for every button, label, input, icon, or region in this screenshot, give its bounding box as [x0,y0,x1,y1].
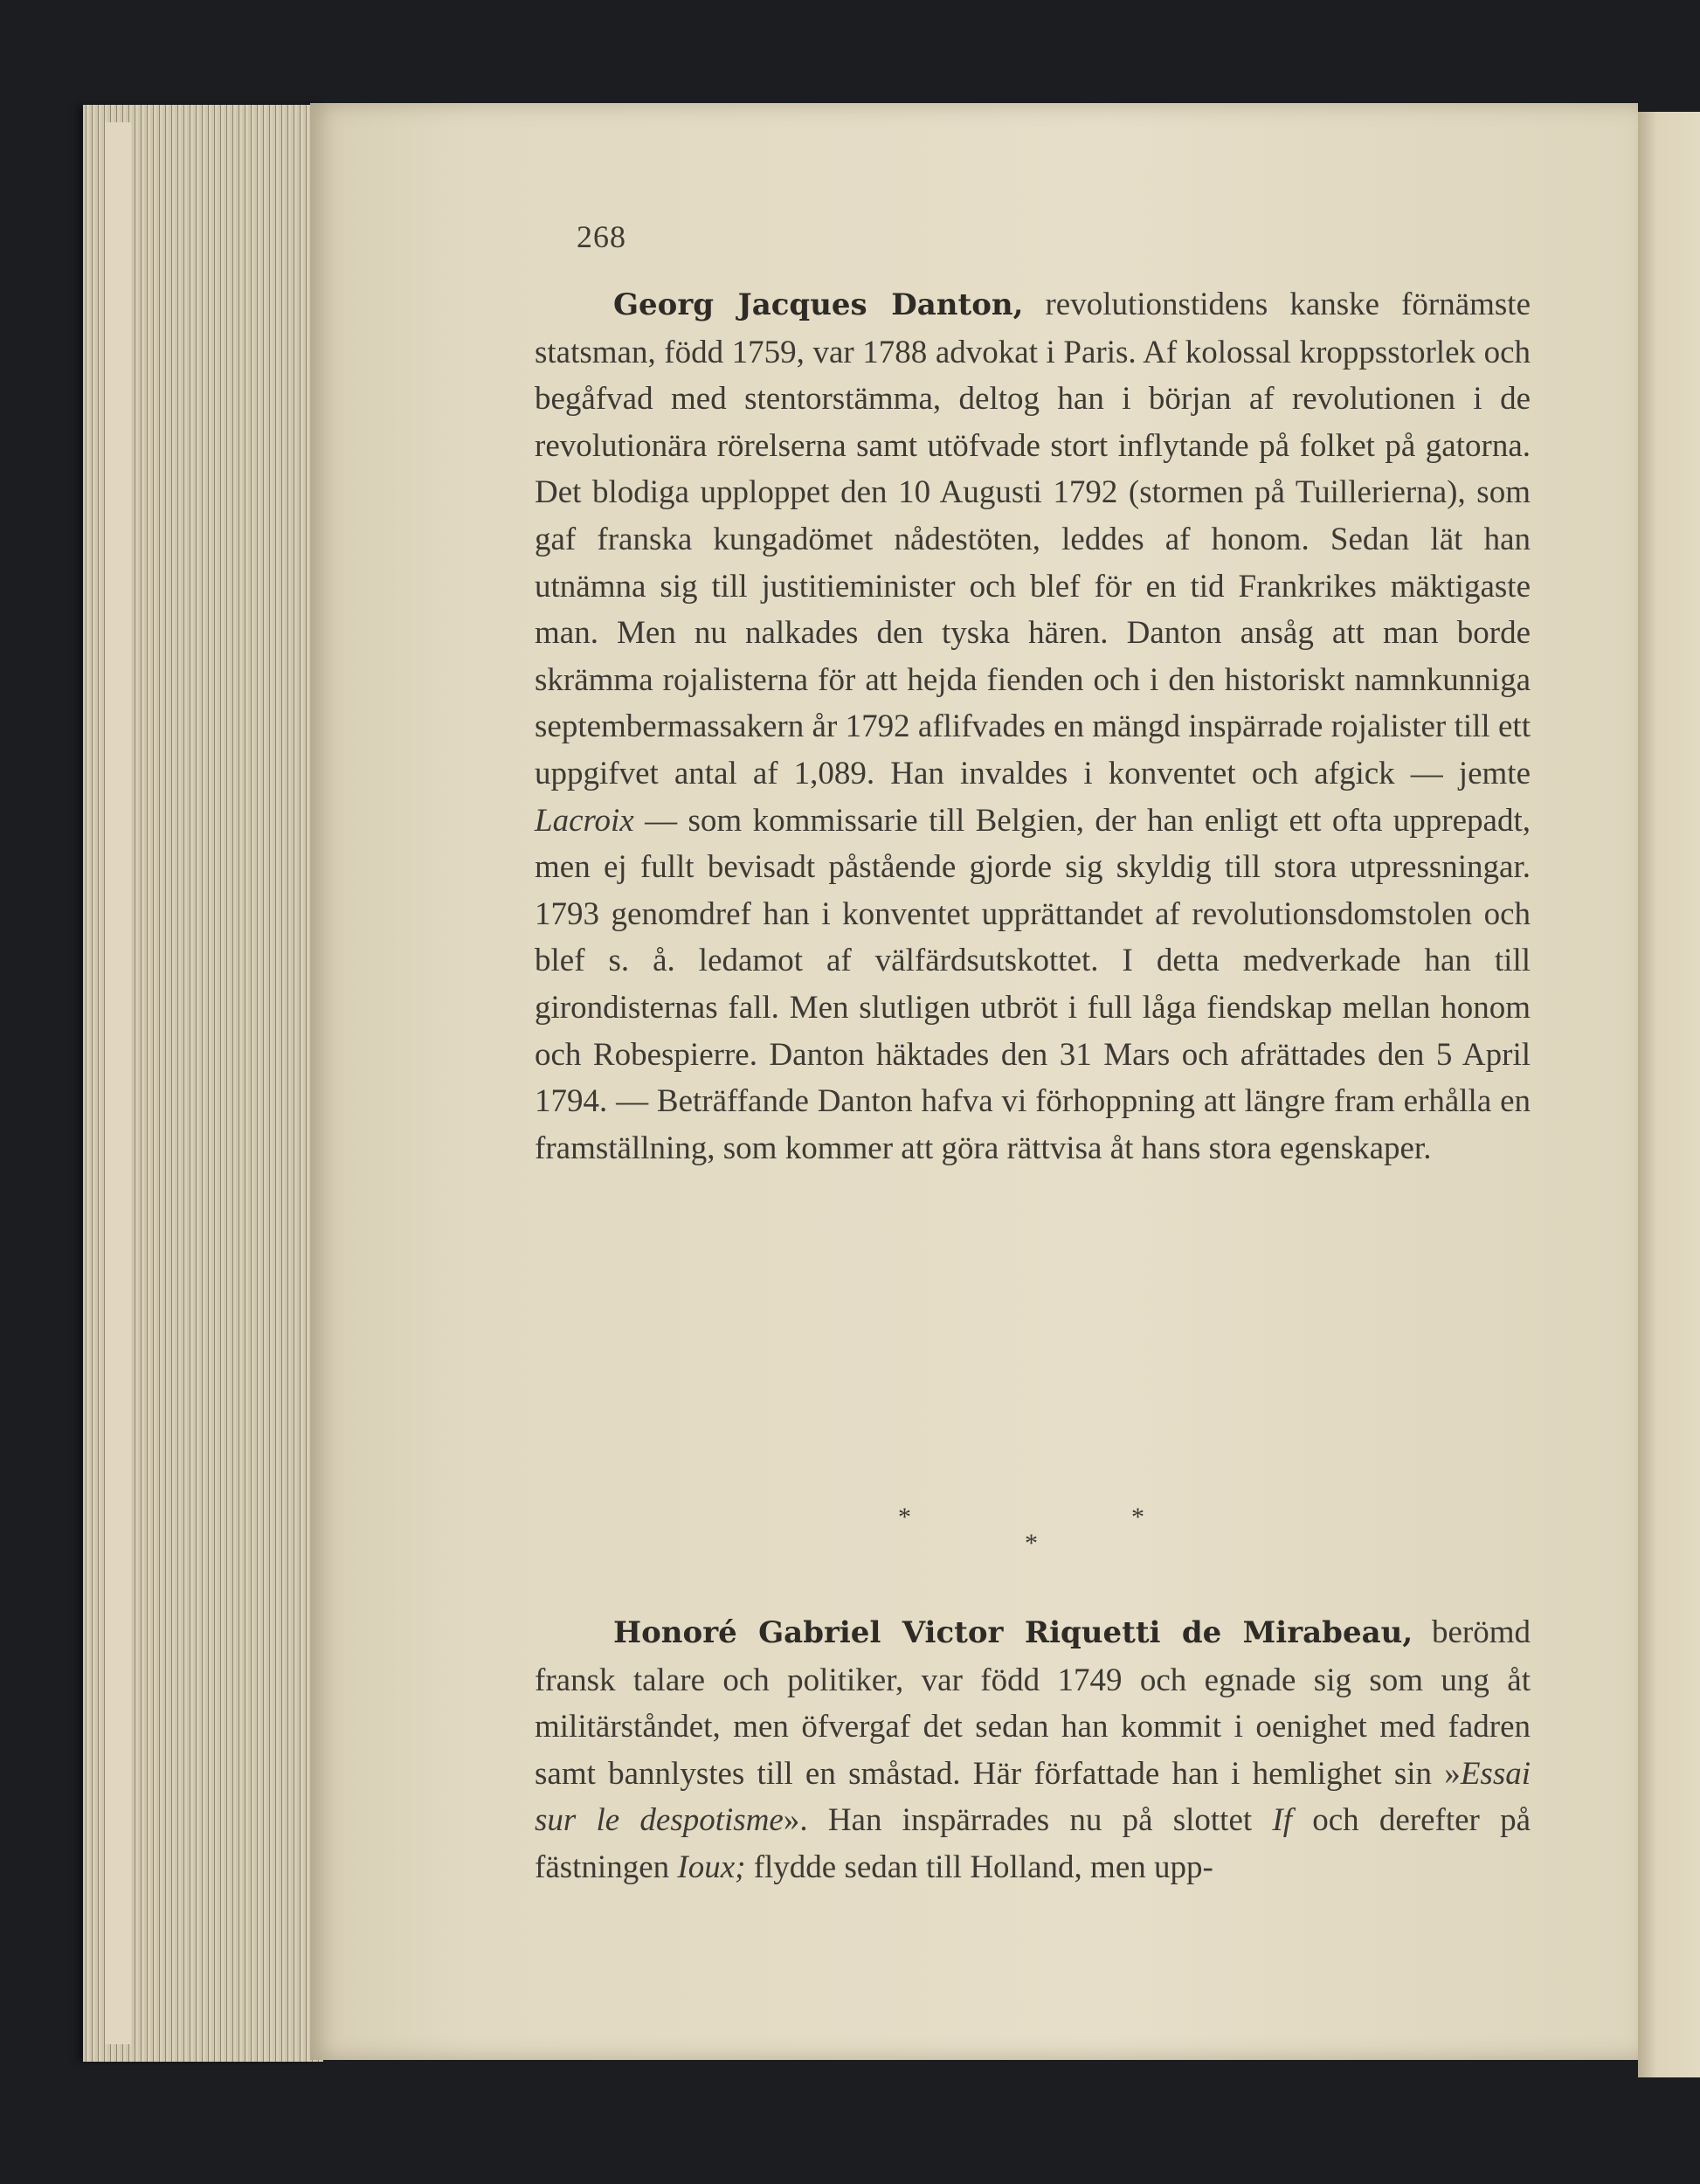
italic-place-if: If [1272,1802,1292,1839]
book-cover-edge [105,122,131,2044]
paragraph-danton [535,281,1531,1171]
biography-danton [535,281,1531,1171]
paragraph-text: och derefter på fästningen [535,1802,1531,1885]
paragraph-text: — som kommissarie till Belgien, der han enligt ett ofta upprepadt, men ej fullt bevisadt påstående gjorde sig skyldig till stora utpressningar. 1793 genomdref han i konventet upprättandet af revolutionsdomstolen och blef s. å. ledamot af välfärdsutskottet. I detta medverkade han till girondisternas fall. Men slutligen utbröt i full låga fiendskap mellan honom och Robespierre. Danton häktades den 31 Mars och afrättades den 5 April 1794. — Beträffande Danton hafva vi förhoppning att längre fram erhålla en framställning, som kommer att göra rättvisa åt hans stora egenskaper. [535,802,1531,1166]
paragraph-text: flydde sedan till Holland, men upp- [745,1849,1213,1885]
italic-name-lacroix: Lacroix [535,802,634,839]
section-separator [882,1503,1197,1564]
name-heading-mirabeau: Honoré Gabriel Victor Riquetti de Mirabeau, [613,1615,1413,1650]
biography-mirabeau [535,1609,1531,1891]
italic-book-title: Essai sur le despotisme [535,1755,1531,1839]
name-heading-danton: Georg Jacques Danton, [613,287,1024,322]
separator-star: * [1025,1529,1038,1558]
paragraph-text: revolutionstidens kanske förnämste statsman, född 1759, var 1788 advokat i Paris. Af kolossal kroppsstorlek och begåfvad med stentorstämma, deltog han i början af revolutionen i de revolutionära rörelserna samt utöfvade stort inflytande på folket på gatorna. Det blodiga upploppet den 10 Augusti 1792 (stormen på Tuillerierna), som gaf franska kungadömet nådestöten, leddes af honom. Sedan lät han utnämna sig till justitieminister och blef för en tid Frankrikes mäktigaste man. Men nu nalkades den tyska hären. Danton ansåg att man borde skrämma rojalisterna för att hejda fienden och i den historiskt namnkunniga septembermassakern år 1792 aflifvades en mängd inspärrade rojalister till ett uppgifvet antal af 1,089. Han invaldes i konventet och afgick — jemte [535,287,1531,791]
separator-star: * [898,1503,911,1531]
page-number: 268 [577,219,626,254]
paragraph-text: ». Han inspärrades nu på slottet [783,1802,1273,1839]
italic-place-ioux: Ioux; [677,1849,746,1885]
paragraph-text: berömd fransk talare och politiker, var född 1749 och egnade sig som ung åt militärståndet, men öfvergaf det sedan han kommit i oenighet med fadren samt bannlystes till en småstad. Här författade han i hemlighet sin » [535,1614,1531,1792]
paragraph-mirabeau [535,1609,1531,1891]
facing-page-edge [1638,112,1700,2077]
separator-star: * [1131,1503,1144,1531]
